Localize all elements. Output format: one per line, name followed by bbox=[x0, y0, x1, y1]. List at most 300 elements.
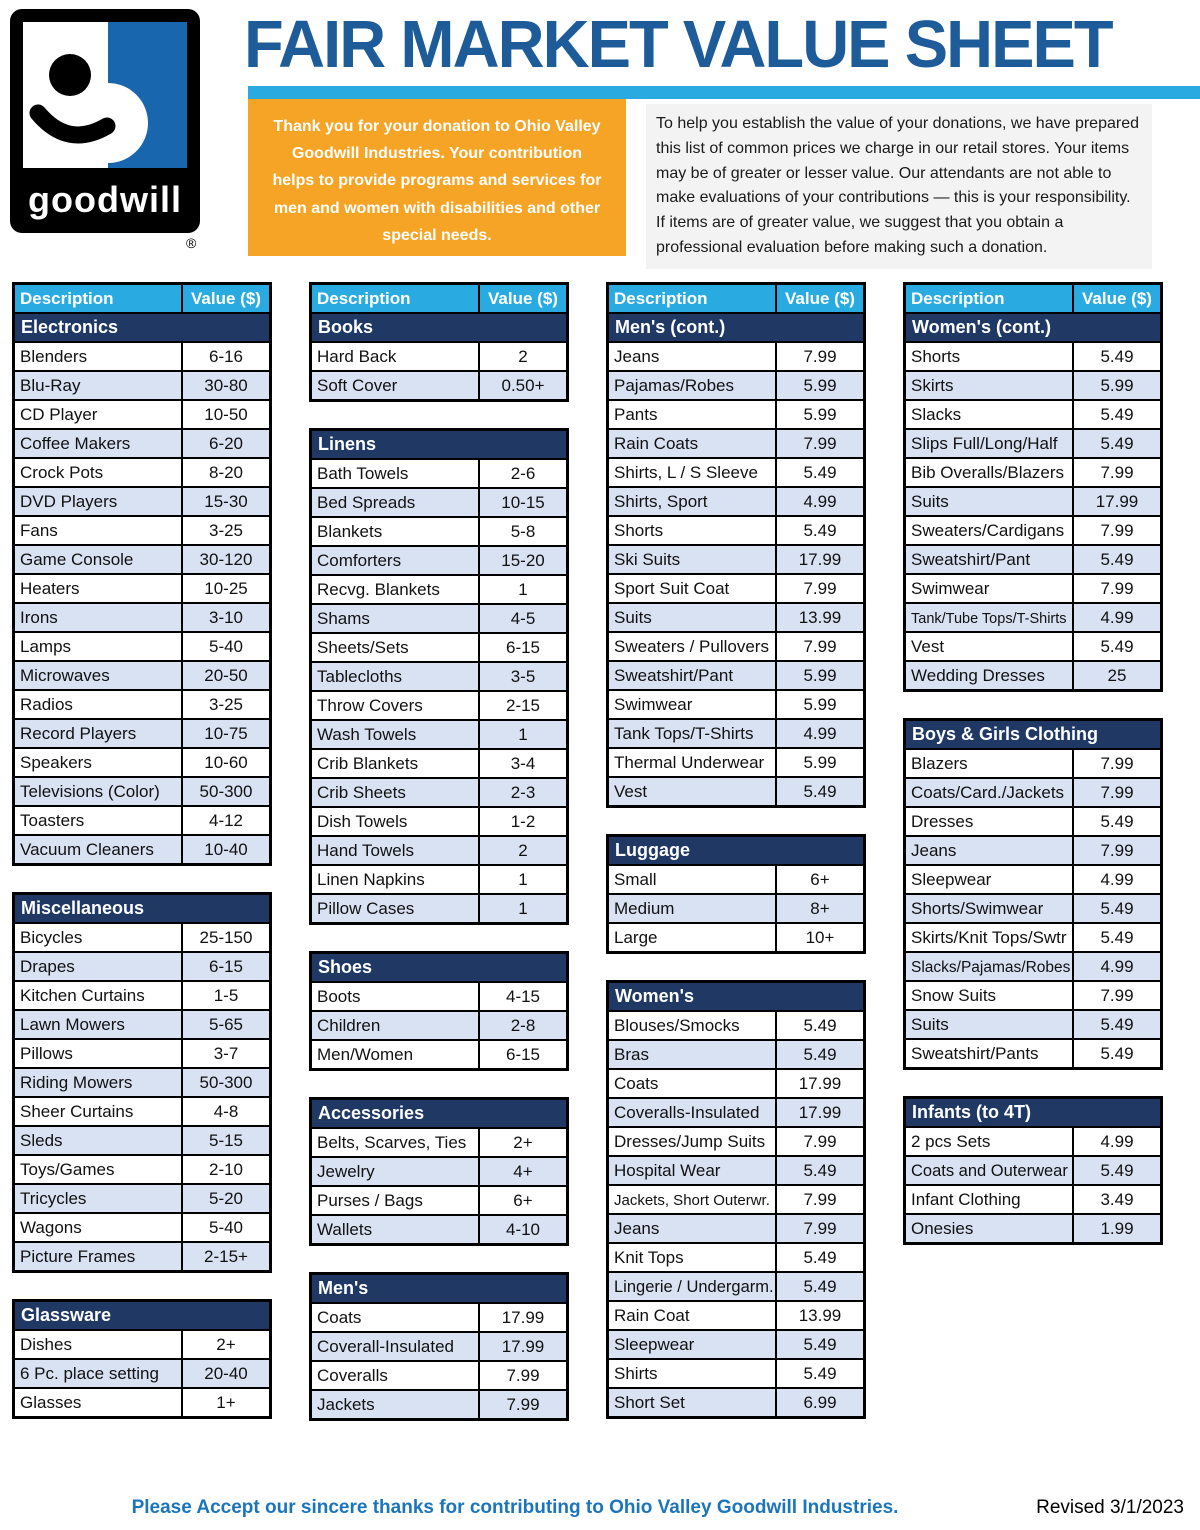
table-row bbox=[312, 1127, 566, 1156]
description-cell: Jewelry bbox=[312, 1158, 480, 1185]
table-row bbox=[609, 602, 863, 631]
description-cell: Bed Spreads bbox=[312, 489, 480, 516]
description-cell: Slips Full/Long/Half bbox=[906, 430, 1074, 457]
footer-thanks-text: Please Accept our sincere thanks for contributing to Ohio Valley Goodwill Industries. bbox=[131, 1497, 899, 1518]
logo-wordmark: goodwill bbox=[28, 179, 182, 220]
description-cell: Kitchen Curtains bbox=[15, 982, 183, 1009]
table-row bbox=[609, 718, 863, 747]
value-cell: 7.99 bbox=[803, 637, 837, 656]
table-header-row bbox=[15, 285, 269, 312]
table-row bbox=[609, 1155, 863, 1184]
value-column-header: Value ($) bbox=[1082, 289, 1152, 308]
table-row bbox=[15, 1241, 269, 1270]
table-row bbox=[15, 834, 269, 863]
value-cell: 30-80 bbox=[204, 376, 248, 395]
description-cell: Tank/Tube Tops/T-Shirts bbox=[906, 604, 1074, 631]
table-row bbox=[906, 370, 1160, 399]
section-header: Miscellaneous bbox=[15, 895, 269, 922]
value-cell: 10-15 bbox=[501, 493, 545, 512]
value-cell: 5-8 bbox=[510, 522, 536, 541]
table-row bbox=[312, 893, 566, 922]
value-cell: 17.99 bbox=[798, 1074, 842, 1093]
value-cell: 5-20 bbox=[208, 1189, 244, 1208]
value-cell: 5.49 bbox=[1100, 812, 1134, 831]
table-row bbox=[15, 370, 269, 399]
value-cell: 7.99 bbox=[506, 1366, 540, 1385]
table-row bbox=[609, 428, 863, 457]
value-cell: 1-2 bbox=[510, 812, 536, 831]
value-table bbox=[903, 1096, 1163, 1245]
value-cell: 8-20 bbox=[208, 463, 244, 482]
value-table bbox=[12, 282, 272, 866]
description-cell: Snow Suits bbox=[906, 982, 1074, 1009]
description-cell: Blu-Ray bbox=[15, 372, 183, 399]
table-row bbox=[15, 922, 269, 951]
value-cell: 2 bbox=[518, 347, 528, 366]
description-cell: Ski Suits bbox=[609, 546, 777, 573]
table-row bbox=[312, 748, 566, 777]
description-cell: Sleepwear bbox=[906, 866, 1074, 893]
description-cell: Dresses bbox=[906, 808, 1074, 835]
table-row bbox=[609, 1387, 863, 1416]
description-cell: Swimwear bbox=[906, 575, 1074, 602]
table-row bbox=[906, 1213, 1160, 1242]
description-cell: CD Player bbox=[15, 401, 183, 428]
value-cell: 5.49 bbox=[1100, 434, 1134, 453]
description-cell: Sweatshirt/Pant bbox=[906, 546, 1074, 573]
description-cell: Televisions (Color) bbox=[15, 778, 183, 805]
description-cell: Crock Pots bbox=[15, 459, 183, 486]
value-cell: 25-150 bbox=[199, 928, 253, 947]
description-cell: Sleepwear bbox=[609, 1331, 777, 1358]
value-cell: 7.99 bbox=[803, 434, 837, 453]
description-cell: Short Set bbox=[609, 1389, 777, 1416]
description-cell: Children bbox=[312, 1012, 480, 1039]
description-cell: Coveralls bbox=[312, 1362, 480, 1389]
value-table bbox=[309, 282, 569, 402]
table-row bbox=[609, 1126, 863, 1155]
value-cell: 10-50 bbox=[204, 405, 248, 424]
description-cell: Knit Tops bbox=[609, 1244, 777, 1271]
value-table bbox=[309, 951, 569, 1071]
description-cell: Blouses/Smocks bbox=[609, 1012, 777, 1039]
value-cell: 10+ bbox=[805, 928, 835, 947]
table-row bbox=[312, 545, 566, 574]
description-cell: Skirts bbox=[906, 372, 1074, 399]
table-row bbox=[15, 776, 269, 805]
description-cell: Drapes bbox=[15, 953, 183, 980]
value-cell: 7.99 bbox=[1100, 579, 1134, 598]
value-cell: 0.50+ bbox=[501, 376, 545, 395]
table-row bbox=[15, 951, 269, 980]
description-cell: Picture Frames bbox=[15, 1243, 183, 1270]
value-cell: 5.99 bbox=[803, 376, 837, 395]
table-row bbox=[906, 544, 1160, 573]
value-cell: 3-10 bbox=[208, 608, 244, 627]
table-header-row bbox=[609, 285, 863, 312]
section-header: Accessories bbox=[312, 1100, 566, 1127]
title-underline-bar bbox=[248, 86, 1200, 99]
value-cell: 1 bbox=[518, 899, 528, 918]
description-cell: Coveralls-Insulated bbox=[609, 1099, 777, 1126]
description-cell: Belts, Scarves, Ties bbox=[312, 1129, 480, 1156]
value-cell: 5.49 bbox=[803, 463, 837, 482]
description-cell: Rain Coats bbox=[609, 430, 777, 457]
table-row bbox=[15, 341, 269, 370]
table-row bbox=[906, 486, 1160, 515]
table-row bbox=[609, 1097, 863, 1126]
value-cell: 1 bbox=[518, 870, 528, 889]
description-column-header: Description bbox=[609, 285, 777, 312]
table-row bbox=[15, 1358, 269, 1387]
section-header: Linens bbox=[312, 431, 566, 458]
section-header: Boys & Girls Clothing bbox=[906, 721, 1160, 748]
description-cell: Shirts, Sport bbox=[609, 488, 777, 515]
description-column-header: Description bbox=[312, 285, 480, 312]
value-cell: 3-7 bbox=[213, 1044, 239, 1063]
page-title: FAIR MARKET VALUE SHEET bbox=[244, 7, 1112, 82]
description-cell: Medium bbox=[609, 895, 777, 922]
description-cell: Infant Clothing bbox=[906, 1186, 1074, 1213]
value-cell: 17.99 bbox=[798, 550, 842, 569]
description-cell: Jeans bbox=[609, 1215, 777, 1242]
description-cell: Large bbox=[609, 924, 777, 951]
value-cell: 6+ bbox=[810, 870, 830, 889]
table-row bbox=[906, 457, 1160, 486]
value-cell: 3-25 bbox=[208, 695, 244, 714]
table-row bbox=[312, 661, 566, 690]
value-cell: 10-75 bbox=[204, 724, 248, 743]
value-cell: 13.99 bbox=[798, 1306, 842, 1325]
table-row bbox=[15, 1067, 269, 1096]
value-cell: 5-40 bbox=[208, 637, 244, 656]
value-cell: 5-40 bbox=[208, 1218, 244, 1237]
table-row bbox=[609, 370, 863, 399]
description-cell: Pants bbox=[609, 401, 777, 428]
description-cell: Hospital Wear bbox=[609, 1157, 777, 1184]
description-cell: Crib Sheets bbox=[312, 779, 480, 806]
value-cell: 5.99 bbox=[803, 695, 837, 714]
description-cell: 2 pcs Sets bbox=[906, 1128, 1074, 1155]
table-row bbox=[15, 980, 269, 1009]
description-cell: Onesies bbox=[906, 1215, 1074, 1242]
description-cell: Sleds bbox=[15, 1127, 183, 1154]
description-cell: Bras bbox=[609, 1041, 777, 1068]
description-cell: Sport Suit Coat bbox=[609, 575, 777, 602]
value-cell: 3.49 bbox=[1100, 1190, 1134, 1209]
description-cell: Throw Covers bbox=[312, 692, 480, 719]
value-cell: 6-20 bbox=[208, 434, 244, 453]
value-cell: 5.49 bbox=[803, 1335, 837, 1354]
value-table bbox=[903, 718, 1163, 1070]
value-cell: 6-15 bbox=[505, 638, 541, 657]
value-cell: 5.49 bbox=[1100, 899, 1134, 918]
table-row bbox=[15, 399, 269, 428]
value-column-header: Value ($) bbox=[488, 289, 558, 308]
value-cell: 15-20 bbox=[501, 551, 545, 570]
table-row bbox=[609, 1039, 863, 1068]
value-cell: 5.49 bbox=[803, 1248, 837, 1267]
value-cell: 7.99 bbox=[1100, 463, 1134, 482]
description-cell: Hard Back bbox=[312, 343, 480, 370]
value-cell: 1 bbox=[518, 725, 528, 744]
description-cell: Lawn Mowers bbox=[15, 1011, 183, 1038]
table-row bbox=[906, 748, 1160, 777]
description-cell: Dish Towels bbox=[312, 808, 480, 835]
value-cell: 4-8 bbox=[213, 1102, 239, 1121]
description-cell: Shorts bbox=[609, 517, 777, 544]
value-cell: 7.99 bbox=[803, 1219, 837, 1238]
description-cell: Pajamas/Robes bbox=[609, 372, 777, 399]
table-row bbox=[312, 777, 566, 806]
donation-thanks-box: Thank you for your donation to Ohio Valley Goodwill Industries. Your contribution helps to provide programs and services for men and women with disabilities and other special needs. bbox=[248, 99, 626, 256]
value-cell: 5-65 bbox=[208, 1015, 244, 1034]
value-cell: 5.49 bbox=[1100, 550, 1134, 569]
description-cell: Shams bbox=[312, 605, 480, 632]
table-row bbox=[15, 428, 269, 457]
table-row bbox=[312, 1214, 566, 1243]
value-cell: 8+ bbox=[810, 899, 830, 918]
table-row bbox=[15, 747, 269, 776]
description-cell: Speakers bbox=[15, 749, 183, 776]
table-row bbox=[312, 341, 566, 370]
table-row bbox=[312, 632, 566, 661]
table-row bbox=[906, 922, 1160, 951]
table-row bbox=[15, 573, 269, 602]
table-row bbox=[15, 486, 269, 515]
revision-date: Revised 3/1/2023 bbox=[1036, 1497, 1184, 1518]
value-cell: 10-25 bbox=[204, 579, 248, 598]
value-cell: 5.99 bbox=[803, 666, 837, 685]
section-header: Shoes bbox=[312, 954, 566, 981]
value-cell: 5.49 bbox=[803, 521, 837, 540]
value-cell: 17.99 bbox=[501, 1308, 545, 1327]
value-cell: 4-5 bbox=[510, 609, 536, 628]
description-cell: Wagons bbox=[15, 1214, 183, 1241]
description-cell: Irons bbox=[15, 604, 183, 631]
description-cell: Sweatshirt/Pants bbox=[906, 1040, 1074, 1067]
value-cell: 17.99 bbox=[501, 1337, 545, 1356]
description-cell: Bicycles bbox=[15, 924, 183, 951]
value-cell: 17.99 bbox=[1095, 492, 1139, 511]
table-row bbox=[312, 1156, 566, 1185]
value-cell: 3-4 bbox=[510, 754, 536, 773]
description-cell: DVD Players bbox=[15, 488, 183, 515]
table-row bbox=[906, 602, 1160, 631]
description-cell: Shirts bbox=[609, 1360, 777, 1387]
description-cell: Skirts/Knit Tops/Swtr bbox=[906, 924, 1074, 951]
section-header: Men's (cont.) bbox=[609, 312, 863, 341]
value-cell: 5.49 bbox=[1100, 1015, 1134, 1034]
value-cell: 50-300 bbox=[199, 1073, 253, 1092]
value-cell: 2-15 bbox=[505, 696, 541, 715]
value-cell: 7.99 bbox=[506, 1395, 540, 1414]
description-cell: Suits bbox=[906, 488, 1074, 515]
value-cell: 4-15 bbox=[505, 987, 541, 1006]
value-cell: 7.99 bbox=[803, 579, 837, 598]
description-cell: Tablecloths bbox=[312, 663, 480, 690]
table-row bbox=[15, 631, 269, 660]
table-row bbox=[906, 399, 1160, 428]
table-row bbox=[609, 864, 863, 893]
value-cell: 5.49 bbox=[803, 1016, 837, 1035]
description-cell: Sweaters/Cardigans bbox=[906, 517, 1074, 544]
value-cell: 4-12 bbox=[208, 811, 244, 830]
table-column bbox=[903, 282, 1163, 1271]
description-cell: Coffee Makers bbox=[15, 430, 183, 457]
value-column-header: Value ($) bbox=[785, 289, 855, 308]
table-column bbox=[309, 282, 569, 1447]
value-table bbox=[606, 282, 866, 808]
description-cell: Crib Blankets bbox=[312, 750, 480, 777]
table-header-row bbox=[906, 285, 1160, 312]
description-cell: Fans bbox=[15, 517, 183, 544]
value-cell: 15-30 bbox=[204, 492, 248, 511]
value-cell: 5.49 bbox=[1100, 928, 1134, 947]
description-cell: Lamps bbox=[15, 633, 183, 660]
description-cell: Game Console bbox=[15, 546, 183, 573]
description-cell: Toasters bbox=[15, 807, 183, 834]
table-row bbox=[312, 574, 566, 603]
description-cell: Coats and Outerwear bbox=[906, 1157, 1074, 1184]
section-header: Electronics bbox=[15, 312, 269, 341]
table-row bbox=[609, 893, 863, 922]
value-cell: 30-120 bbox=[199, 550, 253, 569]
description-cell: Blenders bbox=[15, 343, 183, 370]
section-header: Glassware bbox=[15, 1302, 269, 1329]
goodwill-logo bbox=[10, 9, 210, 249]
table-row bbox=[312, 719, 566, 748]
table-row bbox=[609, 341, 863, 370]
value-cell: 7.99 bbox=[1100, 783, 1134, 802]
table-row bbox=[609, 573, 863, 602]
table-row bbox=[312, 516, 566, 545]
description-cell: Shorts bbox=[906, 343, 1074, 370]
description-cell: Pillows bbox=[15, 1040, 183, 1067]
value-cell: 4.99 bbox=[1100, 870, 1134, 889]
value-cell: 1 bbox=[518, 580, 528, 599]
value-cell: 7.99 bbox=[803, 1132, 837, 1151]
description-cell: Comforters bbox=[312, 547, 480, 574]
value-cell: 7.99 bbox=[803, 347, 837, 366]
table-row bbox=[312, 1302, 566, 1331]
value-cell: 3-25 bbox=[208, 521, 244, 540]
table-row bbox=[609, 544, 863, 573]
value-table bbox=[309, 428, 569, 925]
section-header: Men's bbox=[312, 1275, 566, 1302]
value-cell: 6.99 bbox=[803, 1393, 837, 1412]
description-cell: Vacuum Cleaners bbox=[15, 836, 183, 863]
table-row bbox=[15, 1329, 269, 1358]
description-cell: Soft Cover bbox=[312, 372, 480, 399]
table-column bbox=[606, 282, 866, 1445]
value-cell: 5.49 bbox=[1100, 347, 1134, 366]
value-cell: 20-40 bbox=[204, 1364, 248, 1383]
description-cell: Coats bbox=[609, 1070, 777, 1097]
value-table bbox=[12, 892, 272, 1273]
value-cell: 4.99 bbox=[1100, 1132, 1134, 1151]
value-cell: 2-15+ bbox=[204, 1247, 248, 1266]
table-row bbox=[609, 486, 863, 515]
value-cell: 6-15 bbox=[208, 957, 244, 976]
value-cell: 10-40 bbox=[204, 840, 248, 859]
table-row bbox=[906, 806, 1160, 835]
value-cell: 5.49 bbox=[1100, 1044, 1134, 1063]
value-cell: 6-16 bbox=[208, 347, 244, 366]
value-cell: 7.99 bbox=[1100, 521, 1134, 540]
value-table bbox=[309, 1097, 569, 1246]
value-cell: 3-5 bbox=[510, 667, 536, 686]
table-column bbox=[12, 282, 272, 1445]
table-row bbox=[15, 805, 269, 834]
table-row bbox=[609, 457, 863, 486]
value-cell: 5.49 bbox=[803, 1364, 837, 1383]
value-cell: 4+ bbox=[513, 1162, 533, 1181]
value-cell: 2+ bbox=[216, 1335, 236, 1354]
table-row bbox=[15, 1154, 269, 1183]
description-cell: Slacks/Pajamas/Robes bbox=[906, 953, 1074, 980]
description-cell: 6 Pc. place setting bbox=[15, 1360, 183, 1387]
value-cell: 5.49 bbox=[803, 1277, 837, 1296]
description-cell: Radios bbox=[15, 691, 183, 718]
table-row bbox=[15, 689, 269, 718]
description-cell: Boots bbox=[312, 983, 480, 1010]
description-cell: Pillow Cases bbox=[312, 895, 480, 922]
value-cell: 5.49 bbox=[1100, 1161, 1134, 1180]
description-cell: Blankets bbox=[312, 518, 480, 545]
description-cell: Jackets, Short Outerwr. bbox=[609, 1186, 777, 1213]
table-row bbox=[15, 1096, 269, 1125]
description-cell: Recvg. Blankets bbox=[312, 576, 480, 603]
value-cell: 5.99 bbox=[803, 405, 837, 424]
value-table bbox=[606, 980, 866, 1419]
table-row bbox=[609, 1358, 863, 1387]
value-cell: 7.99 bbox=[1100, 986, 1134, 1005]
description-cell: Toys/Games bbox=[15, 1156, 183, 1183]
value-cell: 50-300 bbox=[199, 782, 253, 801]
table-row bbox=[15, 1125, 269, 1154]
table-row bbox=[15, 1387, 269, 1416]
section-header: Women's (cont.) bbox=[906, 312, 1160, 341]
value-table bbox=[309, 1272, 569, 1421]
table-row bbox=[906, 660, 1160, 689]
table-row bbox=[906, 777, 1160, 806]
value-cell: 5.49 bbox=[1100, 405, 1134, 424]
value-cell: 4.99 bbox=[803, 724, 837, 743]
description-cell: Thermal Underwear bbox=[609, 749, 777, 776]
table-row bbox=[15, 602, 269, 631]
description-cell: Men/Women bbox=[312, 1041, 480, 1068]
table-row bbox=[906, 864, 1160, 893]
table-row bbox=[906, 631, 1160, 660]
description-cell: Sheets/Sets bbox=[312, 634, 480, 661]
value-column-header: Value ($) bbox=[191, 289, 261, 308]
value-cell: 2+ bbox=[513, 1133, 533, 1152]
description-cell: Coverall-Insulated bbox=[312, 1333, 480, 1360]
table-row bbox=[312, 370, 566, 399]
description-cell: Purses / Bags bbox=[312, 1187, 480, 1214]
table-row bbox=[15, 515, 269, 544]
value-cell: 5.49 bbox=[1100, 637, 1134, 656]
description-cell: Suits bbox=[609, 604, 777, 631]
value-table bbox=[606, 834, 866, 954]
description-cell: Lingerie / Undergarm. bbox=[609, 1273, 777, 1300]
table-row bbox=[906, 573, 1160, 602]
value-cell: 2 bbox=[518, 841, 528, 860]
description-cell: Swimwear bbox=[609, 691, 777, 718]
description-cell: Vest bbox=[609, 778, 777, 805]
section-header: Women's bbox=[609, 983, 863, 1010]
